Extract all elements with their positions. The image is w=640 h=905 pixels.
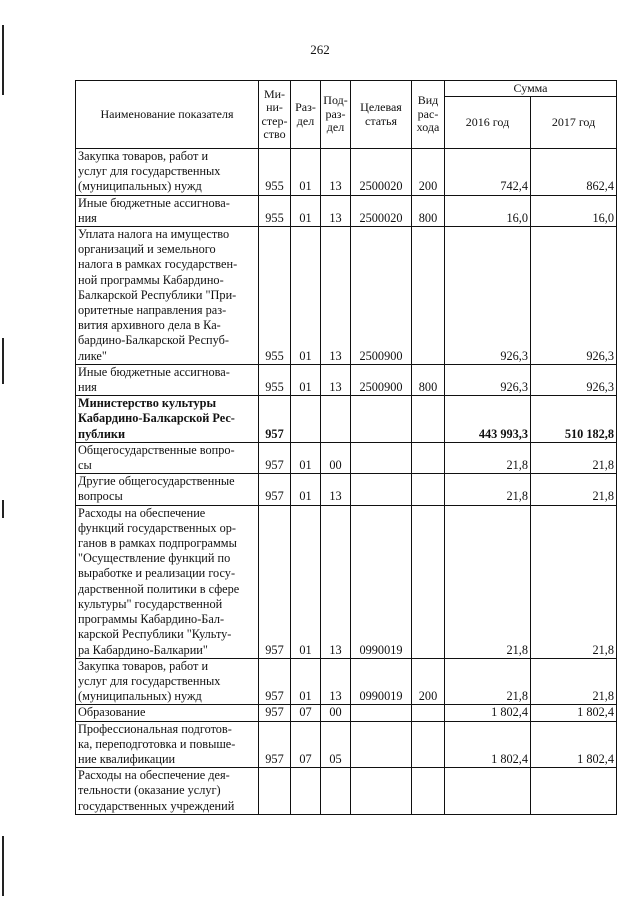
expense-type [412, 442, 445, 473]
ministry-code: 957 [259, 474, 291, 505]
row-name: Иные бюджетные ассигнова- ния [76, 364, 259, 395]
sum-2016: 1 802,4 [445, 705, 531, 721]
subsection-code: 13 [321, 195, 351, 226]
table-row [76, 442, 617, 473]
table-row [76, 474, 617, 505]
margin-mark-middle [2, 338, 4, 384]
table-row [76, 721, 617, 768]
expense-type [412, 396, 445, 443]
expense-type: 200 [412, 149, 445, 196]
section-code: 01 [291, 505, 321, 658]
header-target: Целевая статья [351, 81, 412, 149]
expense-type: 800 [412, 364, 445, 395]
table-row [76, 505, 617, 658]
target-article [351, 396, 412, 443]
subsection-code: 13 [321, 149, 351, 196]
section-code: 07 [291, 705, 321, 721]
row-name: Образование [76, 705, 259, 721]
target-article: 2500900 [351, 364, 412, 395]
header-name: Наименование показателя [76, 81, 259, 149]
table-row [76, 658, 617, 705]
row-name: Профессиональная подготов- ка, переподготовка и повыше- ние квалификации [76, 721, 259, 768]
sum-2016: 21,8 [445, 474, 531, 505]
sum-2016: 21,8 [445, 505, 531, 658]
target-article [351, 768, 412, 815]
row-name: Закупка товаров, работ и услуг для государственных (муниципальных) нужд [76, 658, 259, 705]
sum-2016: 926,3 [445, 227, 531, 365]
table-row [76, 195, 617, 226]
page-number: 262 [310, 42, 330, 57]
row-name: Расходы на обеспечение дея- тельности (оказание услуг) государственных учреждений [76, 768, 259, 815]
header-2016: 2016 год [445, 97, 531, 149]
expense-type [412, 227, 445, 365]
sum-2017: 510 182,8 [531, 396, 617, 443]
subsection-code: 05 [321, 721, 351, 768]
table-row [76, 396, 617, 443]
margin-mark-top [2, 25, 4, 95]
row-name: Другие общегосударственные вопросы [76, 474, 259, 505]
row-name: Закупка товаров, работ и услуг для государственных (муниципальных) нужд [76, 149, 259, 196]
section-code: 01 [291, 149, 321, 196]
ministry-code: 955 [259, 149, 291, 196]
expense-type [412, 768, 445, 815]
ministry-code [259, 768, 291, 815]
sum-2016: 16,0 [445, 195, 531, 226]
sum-2016 [445, 768, 531, 815]
ministry-code: 955 [259, 195, 291, 226]
expense-type [412, 474, 445, 505]
sum-2017 [531, 768, 617, 815]
target-article: 0990019 [351, 505, 412, 658]
target-article [351, 474, 412, 505]
sum-2017: 926,3 [531, 364, 617, 395]
header-section: Раз- дел [291, 81, 321, 149]
section-code [291, 396, 321, 443]
table-row [76, 705, 617, 721]
ministry-code: 957 [259, 505, 291, 658]
target-article [351, 705, 412, 721]
section-code: 01 [291, 442, 321, 473]
target-article: 2500020 [351, 195, 412, 226]
section-code: 01 [291, 474, 321, 505]
sum-2016: 926,3 [445, 364, 531, 395]
section-code: 01 [291, 364, 321, 395]
expense-type: 800 [412, 195, 445, 226]
row-name: Общегосударственные вопро- сы [76, 442, 259, 473]
expense-type [412, 705, 445, 721]
section-code: 01 [291, 227, 321, 365]
sum-2016: 443 993,3 [445, 396, 531, 443]
section-code [291, 768, 321, 815]
subsection-code: 13 [321, 658, 351, 705]
expense-type: 200 [412, 658, 445, 705]
sum-2016: 21,8 [445, 658, 531, 705]
ministry-code: 957 [259, 396, 291, 443]
sum-2017: 926,3 [531, 227, 617, 365]
subsection-code [321, 396, 351, 443]
subsection-code: 13 [321, 505, 351, 658]
sum-2016: 742,4 [445, 149, 531, 196]
row-name: Иные бюджетные ассигнова- ния [76, 195, 259, 226]
subsection-code: 13 [321, 364, 351, 395]
sum-2017: 16,0 [531, 195, 617, 226]
table-row [76, 768, 617, 815]
subsection-code: 13 [321, 227, 351, 365]
table-row [76, 364, 617, 395]
row-name: Министерство культуры Кабардино-Балкарской Рес- публики [76, 396, 259, 443]
header-subsection: Под- раз- дел [321, 81, 351, 149]
ministry-code: 957 [259, 705, 291, 721]
target-article: 0990019 [351, 658, 412, 705]
margin-mark-bottom [2, 836, 4, 896]
sum-2017: 21,8 [531, 658, 617, 705]
header-sum: Сумма [445, 81, 617, 97]
expense-type [412, 505, 445, 658]
row-name: Уплата налога на имущество организаций и земельного налога в рамках государствен- ной программы Кабардино- Балкарской Республики "При- оритетные направления раз- вития архивного дела в Ка- бардино-Балкарской Респуб- лике" [76, 227, 259, 365]
budget-table [75, 80, 617, 815]
section-code: 07 [291, 721, 321, 768]
header-2017: 2017 год [531, 97, 617, 149]
section-code: 01 [291, 658, 321, 705]
sum-2016: 21,8 [445, 442, 531, 473]
header-expense-type: Вид рас- хода [412, 81, 445, 149]
target-article [351, 442, 412, 473]
subsection-code: 00 [321, 442, 351, 473]
sum-2017: 21,8 [531, 505, 617, 658]
subsection-code: 00 [321, 705, 351, 721]
sum-2017: 21,8 [531, 442, 617, 473]
target-article [351, 721, 412, 768]
ministry-code: 957 [259, 658, 291, 705]
sum-2017: 862,4 [531, 149, 617, 196]
ministry-code: 955 [259, 227, 291, 365]
table-row [76, 149, 617, 196]
header-ministry: Ми- ни- стер- ство [259, 81, 291, 149]
row-name: Расходы на обеспечение функций государственных ор- ганов в рамках подпрограммы "Осуществление функций по выработке и реализации госу- дарственной политики в сфере культуры" государственной программы Кабардино-Бал- карской Республики "Культу- ра Кабардино-Балкарии" [76, 505, 259, 658]
expense-type [412, 721, 445, 768]
margin-mark-lower [2, 500, 4, 518]
subsection-code [321, 768, 351, 815]
ministry-code: 957 [259, 442, 291, 473]
subsection-code: 13 [321, 474, 351, 505]
ministry-code: 955 [259, 364, 291, 395]
ministry-code: 957 [259, 721, 291, 768]
sum-2017: 1 802,4 [531, 705, 617, 721]
sum-2016: 1 802,4 [445, 721, 531, 768]
sum-2017: 1 802,4 [531, 721, 617, 768]
target-article: 2500900 [351, 227, 412, 365]
sum-2017: 21,8 [531, 474, 617, 505]
table-row [76, 227, 617, 365]
target-article: 2500020 [351, 149, 412, 196]
section-code: 01 [291, 195, 321, 226]
